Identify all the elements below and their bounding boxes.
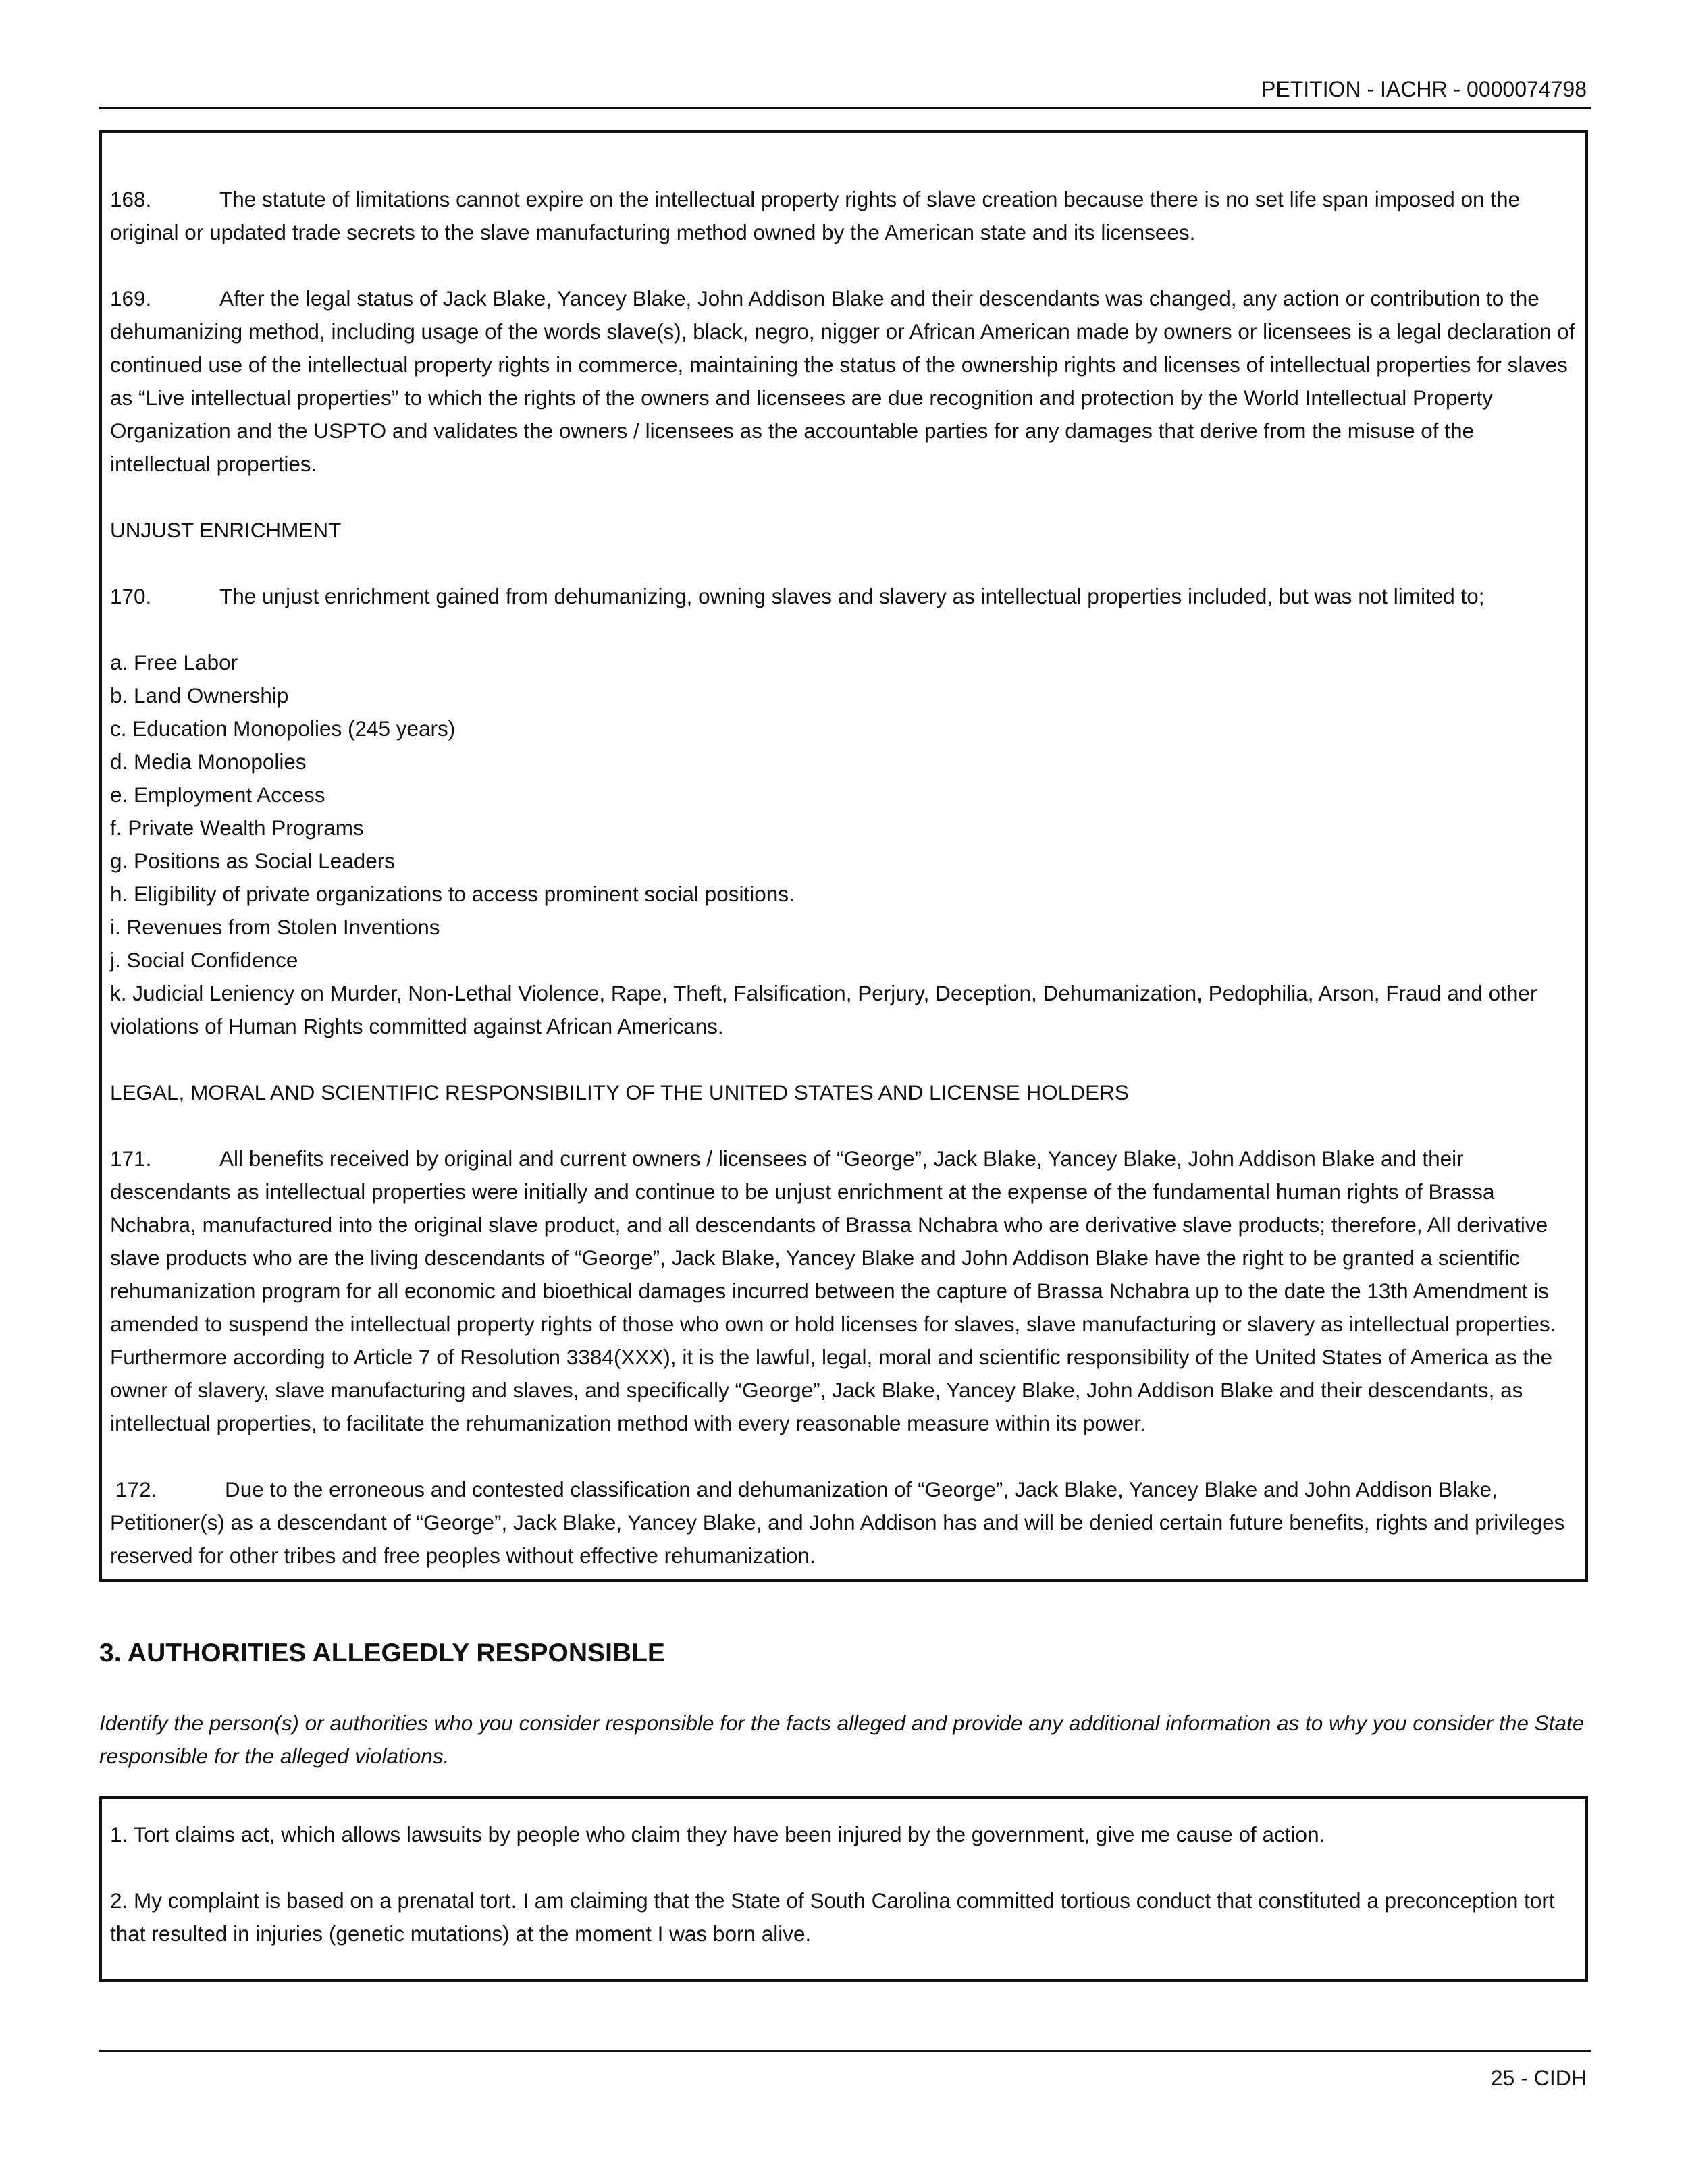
paragraph-171 [110,1142,1579,1440]
paragraph-text: After the legal status of Jack Blake, Yancey Blake, John Addison Blake and their descendants was changed, any action or contribution to the dehumanizing method, including usage of the words slave(s), black, negro, nigger or African American made by owners or licensees is a legal declaration of continued use of the intellectual property rights in commerce, maintaining the status of the ownership rights and licenses of intellectual properties for slaves as “Live intellectual properties” to which the rights of the owners and licensees are due recognition and protection by the World Intellectual Property Organization and the USPTO and validates the owners / licensees as the accountable parties for any damages that derive from the misuse of the intellectual properties. [110,286,1575,476]
paragraph-168 [110,183,1579,249]
list-item: a. Free Labor [110,650,238,674]
paragraph-number: 170. [110,584,152,608]
petition-id-header: PETITION - IACHR - 0000074798 [1261,77,1587,101]
list-item: g. Positions as Social Leaders [110,849,395,873]
heading-legal-responsibility: LEGAL, MORAL AND SCIENTIFIC RESPONSIBILITY OF THE UNITED STATES AND LICENSE HOLDERS [110,1080,1129,1104]
paragraph-number: 172. [115,1477,157,1501]
enrichment-list [110,646,1579,1043]
authorities-text-box [99,1796,1588,1982]
list-item: h. Eligibility of private organizations to access prominent social positions. [110,882,795,906]
paragraph-text: All benefits received by original and current owners / licensees of “George”, Jack Blake, Yancey Blake, John Addison Blake and their descendants as intellectual properties were initially and continue to be unjust enrichment at the expense of the fundamental human rights of Brassa Nchabra, manufactured into the original slave product, and all descendants of Brassa Nchabra who are derivative slave products; therefore, All derivative slave products who are the living descendants of “George”, Jack Blake, Yancey Blake and John Addison Blake have the right to be granted a scientific rehumanization program for all economic and bioethical damages incurred between the capture of Brassa Nchabra up to the date the 13th Amendment is amended to suspend the intellectual property rights of those who own or hold licenses for slaves, slave manufacturing or slavery as intellectual properties. Furthermore according to Article 7 of Resolution 3384(XXX), it is the lawful, legal, moral and scientific responsibility of the United States of America as the owner of slavery, slave manufacturing and slaves, and specifically “George”, Jack Blake, Yancey Blake, John Addison Blake and their descendants, as intellectual properties, to facilitate the rehumanization method with every reasonable measure within its power. [110,1146,1556,1435]
heading-unjust-enrichment: UNJUST ENRICHMENT [110,518,342,542]
header-rule [99,107,1591,109]
authority-item-2: 2. My complaint is based on a prenatal tort. I am claiming that the State of South Carolina committed tortious conduct that constituted a preconception tort that resulted in injuries (genetic mutations) at the moment I was born alive. [110,1888,1555,1946]
list-item: c. Education Monopolies (245 years) [110,716,456,741]
paragraph-172 [110,1473,1579,1572]
list-item: b. Land Ownership [110,683,289,708]
authority-item-1: 1. Tort claims act, which allows lawsuits by people who claim they have been injured by the government, give me cause of action. [110,1822,1325,1846]
section-instructions: Identify the person(s) or authorities who you consider responsible for the facts alleged and provide any additional information as to why you consider the State responsible for the alleged violations. [99,1711,1585,1768]
paragraph-number: 171. [110,1146,152,1171]
paragraph-169 [110,282,1579,481]
list-item: f. Private Wealth Programs [110,816,364,840]
section-title: 3. AUTHORITIES ALLEGEDLY RESPONSIBLE [99,1639,665,1668]
page-number: 25 - CIDH [1490,2066,1587,2090]
paragraph-number: 168. [110,187,152,211]
facts-text-box [99,130,1588,1582]
list-item: d. Media Monopolies [110,749,307,774]
paragraph-170 [110,580,1579,613]
footer-rule [99,2050,1591,2052]
paragraph-text: The unjust enrichment gained from dehumanizing, owning slaves and slavery as intellectual properties included, but was not limited to; [219,584,1485,608]
list-item: j. Social Confidence [110,948,298,972]
paragraph-text: Due to the erroneous and contested classification and dehumanization of “George”, Jack Blake, Yancey Blake and John Addison Blake, Petitioner(s) as a descendant of “George”, Jack Blake, Yancey Blake, and John Addison has and will be denied certain future benefits, rights and privileges reserved for other tribes and free peoples without effective rehumanization. [110,1477,1565,1568]
paragraph-text: The statute of limitations cannot expire on the intellectual property rights of slave creation because there is no set life span imposed on the original or updated trade secrets to the slave manufacturing method owned by the American state and its licensees. [110,187,1521,244]
paragraph-number: 169. [110,286,152,311]
list-item: i. Revenues from Stolen Inventions [110,915,440,939]
list-item: e. Employment Access [110,782,325,807]
list-item: k. Judicial Leniency on Murder, Non-Lethal Violence, Rape, Theft, Falsification, Perjury, Deception, Dehumanization, Pedophilia, Arson, Fraud and other violations of Human Rights committed against African Americans. [110,981,1537,1038]
